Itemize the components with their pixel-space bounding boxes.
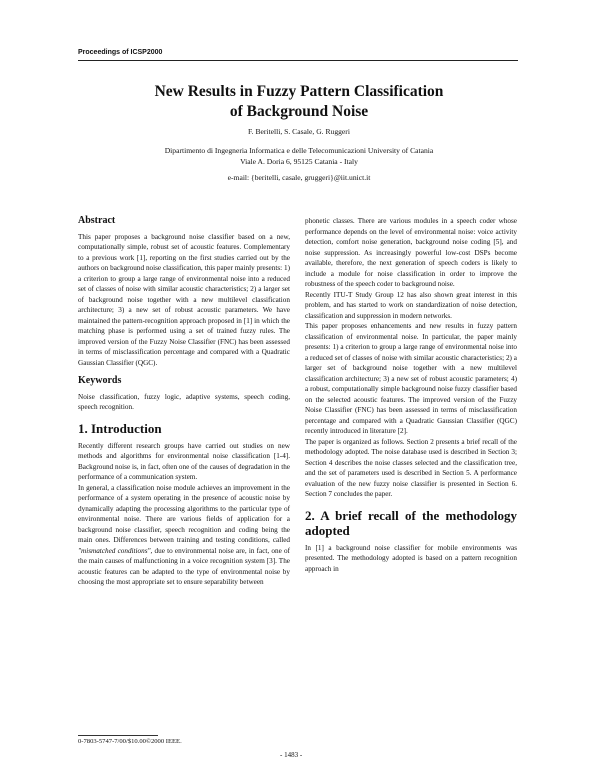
introduction-paragraph-2 bbox=[78, 483, 290, 588]
right-paragraph-1: phonetic classes. There are various modules in a speech coder whose performance depends on the level of environmental noise: voice activity detection, comfort noise generation, background noise coding [5], and noise suppression. As increasingly powerful low-cost DSPs become available, therefore, the next generation of speech coders is likely to include a module for noise classification in order to improve the robustness of the speech coder to background noise. bbox=[305, 217, 517, 288]
affiliation-line-1: Dipartimento di Ingegneria Informatica e delle Telecomunicazioni University of Catania bbox=[164, 146, 434, 155]
left-column bbox=[78, 216, 290, 588]
intro-p2-italic: "mismatched conditions" bbox=[78, 546, 151, 555]
abstract-text: This paper proposes a background noise classifier based on a new, computationally simple, robust set of acoustic features. Complementary to a previous work [1], reporting on the first studies carried out by the authors on background noise classification, this paper mainly presents: 1) a criterion to group a large range of environmental noise into a reduced set of classes of noise with similar acoustic characteristics; 2) a larger set of background noise together with a new multilevel classification architecture; 3) a new set of robust acoustic parameters. We have maintained the pattern-recognition approach proposed in [1] in which the matching phase is performed using a set of trained fuzzy rules. The improved version of the Fuzzy Noise Classifier (FNC) has been assessed in terms of misclassification percentage and compared with a Quadratic Gaussian Classifier (QGC). bbox=[78, 232, 290, 367]
right-paragraph-5: In [1] a background noise classifier for mobile environments was presented. The methodology adopted is based on a pattern recognition approach in bbox=[305, 543, 517, 573]
page-number: - 1483 - bbox=[280, 751, 303, 759]
right-paragraph-2: Recently ITU-T Study Group 12 has also shown great interest in this problem, and has started to work on standardization of noise detection, classification and suppression in modern networks. bbox=[305, 290, 517, 320]
right-paragraph-3: This paper proposes enhancements and new results in fuzzy pattern classification of environmental noise. In particular, the paper mainly presents: 1) a criterion to group a large range of environmental noise into a reduced set of classes of noise with similar acoustic characteristics; 2) a larger set of background noise together with a new multilevel classification architecture; 3) a new set of robust acoustic parameters; 4) a robust, computationally simple background noise fuzzy classifier based on the selected acoustic features. The improved version of the Fuzzy Noise Classifier (FNC) has been assessed in terms of misclassification percentage and compared with a Quadratic Gaussian Classifier (QGC) recently introduced in literature [2]. bbox=[305, 322, 517, 435]
title-line-1: New Results in Fuzzy Pattern Classification bbox=[154, 83, 444, 100]
authors: F. Beritelli, S. Casale, G. Ruggeri bbox=[248, 127, 350, 136]
right-column bbox=[305, 216, 517, 574]
affiliation bbox=[78, 145, 520, 167]
introduction-heading: 1. Introduction bbox=[78, 420, 162, 436]
methodology-heading: 2. A brief recall of the methodology adopted bbox=[305, 507, 517, 538]
footer-rule bbox=[78, 735, 158, 736]
right-paragraph-4: The paper is organized as follows. Section 2 presents a brief recall of the methodology adopted. The noise database used is described in Section 3; Section 4 describes the noise classes selected and the classification tree, and the set of parameters used is described in Section 5. A performance evaluation of the new fuzzy noise classifier is presented in Section 6. Section 7 concludes the paper. bbox=[305, 437, 517, 498]
paper-title bbox=[78, 82, 520, 122]
intro-p2-end: , due to environmental noise are, in fact, one of the main causes of malfunctioning in a voice recognition system [3]. The acoustic features can be adapted to the type of environmental noise by choosing the most appropriate set to ensure separability between bbox=[78, 546, 290, 586]
proceedings-header: Proceedings of ICSP2000 bbox=[78, 49, 163, 56]
email: e-mail: {beritelli, casale, gruggeri}@iit.unict.it bbox=[227, 173, 371, 182]
copyright-notice: 0-7803-5747-7/00/$10.00©2000 IEEE. bbox=[78, 738, 182, 745]
intro-p2-start: In general, a classification noise module achieves an improvement in the performance of a system operating in the presence of acoustic noise by dynamically adapting the processing algorithms to the particular type of environmental noise. There are various fields of application for a background noise classifier, speech recognition and coding being the main ones. Differences between training and testing conditions, called bbox=[78, 483, 290, 544]
abstract-heading: Abstract bbox=[78, 215, 116, 226]
title-line-2: of Background Noise bbox=[229, 103, 369, 120]
introduction-paragraph-1: Recently different research groups have carried out studies on new methods and algorithms for environmental noise classification [1-4]. Background noise is, in fact, often one of the causes of degradation in the performance of a communication system. bbox=[78, 441, 290, 481]
header-rule bbox=[78, 60, 518, 61]
keywords-text: Noise classification, fuzzy logic, adaptive systems, speech coding, speech recognition. bbox=[78, 392, 290, 411]
affiliation-line-2: Viale A. Doria 6, 95125 Catania - Italy bbox=[240, 157, 358, 166]
keywords-heading: Keywords bbox=[78, 375, 122, 386]
